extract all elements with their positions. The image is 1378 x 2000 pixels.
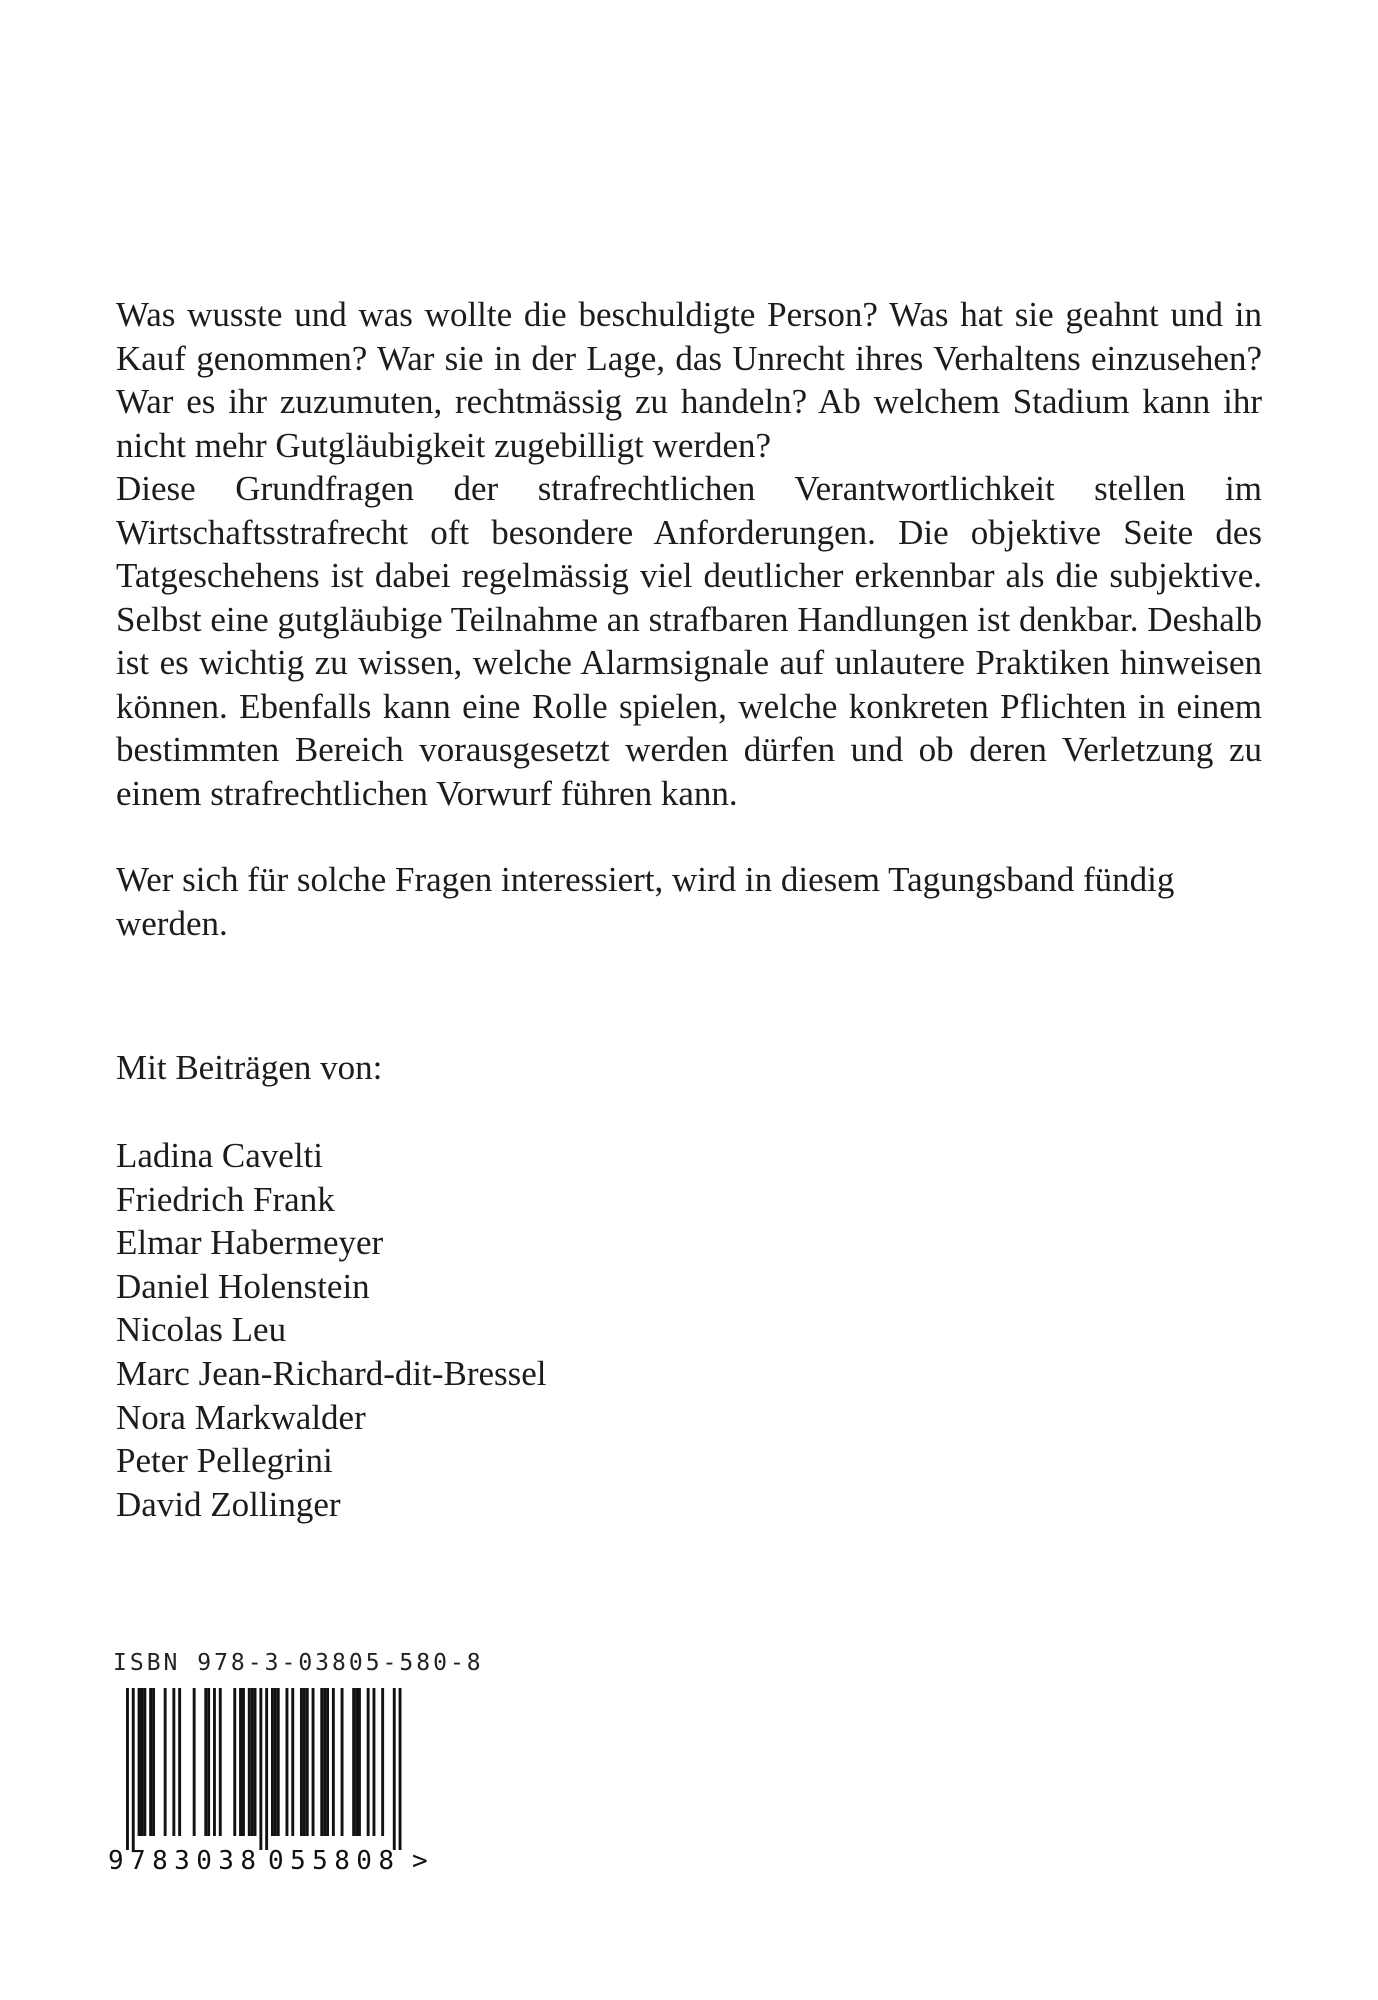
barcode-bar [312, 1688, 315, 1836]
barcode-bar [219, 1688, 222, 1836]
barcode-bar [277, 1688, 280, 1836]
barcode-bar [358, 1688, 361, 1836]
barcode-bars [126, 1688, 402, 1850]
barcode-bar [193, 1688, 196, 1836]
blurb-paragraph-main: Diese Grundfragen der strafrechtlichen Verantwortlichkeit stellen im Wirtschaftsstrafrecht oft besondere Anforderungen. Die objektive Seite des Tatgeschehens ist dabei regelmässig viel deutlicher erkennbar als die subjektive. Selbst eine gutgläubige Teilnahme an strafbaren Handlungen ist denkbar. Deshalb ist es wichtig zu wissen, welche Alarmsignale auf unlautere Praktiken hinweisen können. Ebenfalls kann eine Rolle spielen, welche konkreten Pflichten in einem bestimmten Bereich vorausgesetzt werden dürfen und ob deren Verletzung zu einem strafrechtlichen Vorwurf führen kann. [116, 469, 1262, 813]
barcode-bar [141, 1688, 144, 1836]
barcode-quiet-zone-marker: > [412, 1846, 428, 1872]
barcode-bar [254, 1688, 257, 1836]
blurb-paragraph-closing: Wer sich für solche Fragen interessiert, wird in diesem Tagungsband fündig werden. [116, 860, 1175, 943]
contributor-name: Marc Jean-Richard-dit-Bressel [116, 1353, 547, 1393]
barcode-bar [373, 1688, 376, 1836]
barcode-bar [352, 1688, 355, 1836]
contributor-name: Peter Pellegrini [116, 1441, 333, 1481]
barcode-guard-bar [265, 1688, 268, 1850]
barcode-bar [239, 1688, 242, 1836]
barcode-bar [286, 1688, 289, 1836]
barcode-bar [323, 1688, 326, 1836]
barcode-bar [332, 1688, 335, 1836]
barcode-bar [271, 1688, 274, 1836]
barcode-guard-bar [259, 1688, 262, 1850]
ean13-barcode [108, 1686, 438, 1872]
contributor-name: Nora Markwalder [116, 1397, 366, 1437]
contributors-heading: Mit Beiträgen von: [116, 1048, 383, 1087]
barcode-bar [306, 1688, 309, 1836]
contributor-name: Friedrich Frank [116, 1179, 335, 1219]
barcode-bar [143, 1688, 146, 1836]
barcode-bar [152, 1688, 155, 1836]
barcode-bar [320, 1688, 323, 1836]
barcode-bar [291, 1688, 294, 1836]
barcode-right-digits: 055808 [268, 1846, 394, 1872]
contributor-name: David Zollinger [116, 1484, 341, 1524]
barcode-bar [138, 1688, 141, 1836]
barcode-guard-bar [132, 1688, 135, 1850]
blurb-paragraph-questions: Was wusste und was wollte die beschuldigte Person? Was hat sie geahnt und in Kauf genommen? War sie in der Lage, das Unrecht ihres Verhaltens einzusehen? War es ihr zuzumuten, rechtmässig zu handeln? Ab welchem Stadium kann ihr nicht mehr Gutgläubigkeit zugebilligt werden? [116, 295, 1262, 465]
contributor-name: Nicolas Leu [116, 1310, 287, 1350]
barcode-bar [326, 1688, 329, 1836]
contributor-name: Daniel Holenstein [116, 1266, 370, 1306]
barcode-bar [213, 1688, 216, 1836]
barcode-bar [251, 1688, 254, 1836]
barcode-bar [341, 1688, 344, 1836]
barcode-left-digits: 783038 [130, 1846, 256, 1872]
barcode-guard-bar [126, 1688, 129, 1850]
barcode-bar [248, 1688, 251, 1836]
barcode-bar [207, 1688, 210, 1836]
barcode-bar [149, 1688, 152, 1836]
barcode-bar [178, 1688, 181, 1836]
barcode-bar [381, 1688, 384, 1836]
barcode-bar [300, 1688, 303, 1836]
barcode-lead-digit: 9 [108, 1846, 124, 1872]
barcode-bar [172, 1688, 175, 1836]
barcode-bar [164, 1688, 167, 1836]
barcode-bar [204, 1688, 207, 1836]
barcode-bar [233, 1688, 236, 1836]
barcode-bar [355, 1688, 358, 1836]
cover-blurb [116, 293, 1262, 945]
isbn-label: ISBN 978-3-03805-580-8 [113, 1650, 484, 1676]
barcode-guard-bar [393, 1688, 396, 1850]
barcode-bar [367, 1688, 370, 1836]
contributor-list [116, 1134, 547, 1526]
contributor-name: Elmar Habermeyer [116, 1223, 384, 1263]
contributor-name: Ladina Cavelti [116, 1136, 324, 1175]
barcode-bar [274, 1688, 277, 1836]
barcode-guard-bar [399, 1688, 402, 1850]
barcode-bar [303, 1688, 306, 1836]
barcode-bar [242, 1688, 245, 1836]
